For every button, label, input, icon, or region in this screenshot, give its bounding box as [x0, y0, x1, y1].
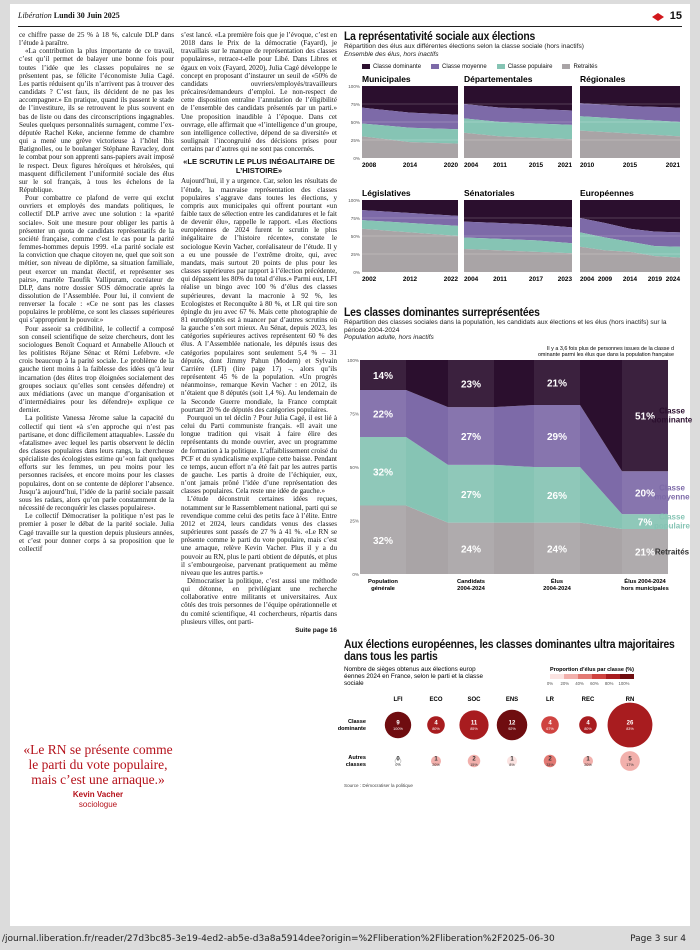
right-class-label: Classe — [659, 406, 685, 416]
y-tick-label: 25% — [349, 518, 359, 524]
scale-swatch — [592, 674, 606, 679]
chart-surrepresentees — [344, 307, 693, 637]
y-tick-label: 0% — [353, 156, 360, 162]
liberation-logo-icon — [652, 13, 664, 21]
col1-paragraph: «La contribution la plus importante de ce travail, c’est qu’il permet de balayer une bonne fois pour toutes l’idée que les classes populaires ne se présentent pas, se félicite l’économiste Julia Cagé. Les partis réduisent qu’ils n’arrivent pas à trouver des candidats ? C’est faux, ils décident de ne pas les accompagner.» En pratique, quand ils passent le stade de l’investiture, ils se retrouvent le plus souvent en bas de liste ou dans des circonscriptions ingagnables. Seules quelques personnalités surnagent, comme l’ex-députée Rachel Keke, ancienne femme de chambre qui a mené une grève victorieuse à l’hôtel Ibis Batignolles, ou le boulanger Stéphane Ravacley, dont le combat pour son apprenti sans-papiers avait imposé le respect. Deux figures héroïques et héroïsées, qui masquent difficilement l’uniformité sociale des élus sur le sol français, à tous les échelons de la République. — [19, 47, 174, 194]
seat-count: 4 — [548, 720, 552, 727]
x-tick-label: 2021 — [665, 162, 680, 170]
seat-percent: 83% — [626, 726, 634, 731]
y-tick-label: 75% — [349, 411, 359, 417]
panel-title: Européennes — [580, 188, 634, 199]
y-tick-label: 25% — [350, 252, 360, 258]
col1-paragraph: Pour combattre ce plafond de verre qui exclut ouvriers et employés des mandats politiques, le collectif DLP arrive avec une solution : la «parité sociale». Soit une mesure pour obliger les partis à présenter un quota de candidats représentatifs de la société française, comme c’est le cas pour la parité femmes-hommes depuis 1999. «La parité sociale est la conviction que chaque citoyen ne, quel que soit son métier, son niveau de diplôme, sa situation familiale, peut exercer un mandat électif, et représenter ses pairs», martèle Taoufik Vallipuram, cocréateur de DLP, dans notre dossier SOS démocratie après la dissolution de l’Assemblée. Pour lui, il convient de renverser la focale : «Ce ne sont pas les classes populaires le problème, ce sont les classes supérieures qui s’approprient le pouvoir.» — [19, 194, 174, 325]
party-label: LFI — [393, 696, 403, 703]
col2b-paragraph: Pourquoi un tel déclin ? Pour Julia Cagé, il est lié à celui du Parti communiste français. «Il avait une longue tradition qui visait à faire élire des représentants du monde ouvrier, avec un programme de formation à la politique. L’affaiblissement croisé du PCF et du syndicalisme explique cette baisse. Pendant ce temps, aucun effort n’a été fait par les autres partis de gauche. Les partis à droite de l’échiquier, eux, n’ont jamais prôné l’idée d’une représentation des classes populaires. Cela reste une idée de gauche.» — [181, 413, 337, 496]
area-retraites — [362, 229, 458, 272]
x-tick-label: 2019 — [647, 276, 663, 284]
seat-count: 2 — [548, 756, 552, 763]
small-multiple-panel — [348, 188, 458, 283]
y-tick-label: 100% — [347, 357, 359, 363]
legend-swatch — [562, 64, 570, 69]
column-label: Élus 2004-2024 — [624, 578, 666, 585]
seat-count: 1 — [434, 756, 438, 763]
seat-count: 4 — [586, 720, 590, 727]
segment-value-label: 32% — [372, 466, 394, 478]
seat-count: 1 — [510, 756, 514, 763]
chart1-subtitle2: Ensemble des élus, hors inactifs — [344, 50, 439, 58]
chart2-title: Les classes dominantes surreprésentées — [344, 307, 540, 320]
x-tick-label: 2015 — [622, 162, 638, 170]
page-header — [18, 10, 682, 27]
chart2-annotation: Il y a 3,6 fois plus de personnes issues de la classe d — [546, 345, 674, 352]
party-label: LR — [546, 696, 554, 703]
small-multiple-panel — [348, 74, 458, 169]
column-label: Élus — [550, 578, 564, 585]
y-tick-label: 0% — [352, 571, 359, 577]
seat-count: 11 — [470, 720, 478, 727]
chart1-legend — [362, 64, 682, 70]
seat-percent: 33% — [546, 762, 554, 767]
segment-value-label: 14% — [372, 370, 394, 382]
segment-value-label: 23% — [460, 379, 482, 391]
y-tick-label: 75% — [350, 102, 360, 108]
right-class-label: Retraités — [654, 547, 690, 557]
article-column-2 — [181, 31, 337, 635]
chart2-subtitle2: Population adulte, hors inactifs — [344, 334, 434, 342]
seat-count: 1 — [586, 756, 590, 763]
x-tick-label: 2011 — [493, 162, 507, 170]
x-tick-label: 2004 — [464, 276, 479, 284]
chart3-source: Source : Démocratiser la politique — [344, 782, 413, 788]
x-tick-label: 2008 — [362, 162, 377, 170]
party-label: SOC — [467, 696, 481, 703]
column-label-2: 2004-2024 — [543, 585, 571, 592]
col2b-paragraph: L’étude déconstruit certaines idées reçues, notamment sur le Rassemblement national, parti qui se revendique comme celui des petits face à l’élite. Entre 2012 et 2024, leurs candidats venus des classes supérieures sont passés de 27 % à 41 %. «Le RN se présente comme le parti du vote populaire, mais c’est une arnaque, relève Kevin Vacher. Plus il y a du pouvoir au RN, plus le parti obtient de députés, et plus il s’embourgeoise, parvenant pratiquement au même niveau que les autres partis.» — [181, 495, 337, 577]
legend-label: Classe populaire — [507, 64, 553, 71]
x-tick-label: 2023 — [557, 276, 572, 284]
legend-swatch — [431, 64, 439, 69]
y-tick-label: 25% — [350, 138, 360, 144]
legend-item — [362, 64, 421, 70]
col2b-paragraph: Démocratiser la politique, c’est aussi une méthode qui détonne, en privilégiant une recherche collaborative entre militants et universitaires. Aux côtés des trois personnes de l’équipe opérationnelle et du comité scientifique, 41 cochercheurs, répartis dans plusieurs villes, ont parti- — [181, 577, 337, 626]
pull-quote-text: «Le RN se présente comme le parti du vote populaire, mais c’est une arnaque.» — [23, 742, 173, 787]
chart1-title: La représentativité sociale aux élections — [344, 31, 536, 43]
seat-percent: 0% — [395, 762, 401, 767]
small-multiple-panel — [464, 188, 572, 283]
segment-value-label: 21% — [634, 547, 656, 559]
seat-percent: 15% — [470, 762, 478, 767]
x-tick-label: 2012 — [402, 276, 418, 284]
x-tick-label: 2014 — [402, 162, 418, 170]
x-tick-label: 2011 — [493, 276, 507, 284]
chart2-annotation-cont: ominante parmi les élus que dans la population française — [537, 351, 674, 358]
page-number: 15 — [669, 10, 682, 22]
segment-value-label: 20% — [634, 488, 656, 500]
x-tick-label: 2009 — [597, 276, 613, 284]
seat-percent: 17% — [626, 762, 634, 767]
row-label-2: classes — [345, 761, 366, 768]
seat-count: 0 — [396, 756, 400, 763]
seat-percent: 80% — [584, 726, 592, 731]
legend-label: Retraités — [573, 64, 598, 71]
x-tick-label: 2004 — [464, 162, 479, 170]
seat-percent: 20% — [432, 762, 440, 767]
chart2-stacked-flow — [344, 342, 693, 632]
y-tick-label: 0% — [353, 270, 360, 276]
chart3-subtitle: Nombre de sièges obtenus aux élections europ — [344, 665, 476, 673]
continued-link[interactable]: Suite page 16 — [295, 626, 337, 634]
y-tick-label: 100% — [348, 198, 360, 204]
scale-title: Proportion d’élus par classe (%) — [549, 666, 635, 673]
y-tick-label: 50% — [349, 464, 359, 470]
newspaper-page — [10, 4, 693, 926]
scale-tick: 20% — [560, 680, 570, 686]
x-tick-label: 2017 — [528, 276, 544, 284]
seat-count: 2 — [472, 756, 476, 763]
segment-value-label: 32% — [372, 535, 394, 547]
segment-value-label: 21% — [546, 378, 568, 390]
panel-title: Départementales — [464, 74, 533, 85]
brand-name: Libération — [18, 11, 52, 20]
small-multiple-panel — [580, 188, 680, 283]
seat-count: 12 — [508, 720, 516, 727]
issue-date: Lundi 30 Juin 2025 — [53, 11, 120, 20]
legend-swatch — [362, 64, 370, 69]
chart1-small-multiples — [344, 72, 682, 300]
chart3-subtitle-2: éennes 2024 en France, selon le parti et la classe — [344, 672, 483, 680]
y-tick-label: 100% — [348, 84, 360, 90]
seat-count: 4 — [434, 720, 438, 727]
col1-paragraph: ce chiffre passe de 25 % à 18 %, calcule DLP dans l’étude à paraître. — [19, 31, 174, 48]
segment-value-label: 24% — [460, 543, 482, 555]
column-label-2: hors municipales — [621, 585, 669, 592]
seat-count: 5 — [628, 756, 632, 763]
right-class-label: Classe — [659, 483, 685, 493]
segment-value-label: 26% — [546, 490, 568, 502]
scale-tick: 60% — [590, 680, 599, 686]
x-tick-label: 2020 — [443, 162, 458, 170]
party-label: REC — [581, 696, 595, 703]
column-label-2: 2004-2024 — [457, 585, 485, 592]
panel-title: Sénatoriales — [464, 188, 515, 199]
seat-percent: 80% — [432, 726, 440, 731]
pull-quote — [22, 742, 174, 809]
chart-representativite — [344, 31, 682, 305]
reader-page-indicator: Page 3 sur 4 — [630, 934, 686, 944]
row-label: Autres — [348, 754, 366, 761]
scale-tick: 80% — [604, 680, 614, 686]
scale-swatch — [578, 674, 592, 679]
panel-title: Législatives — [362, 188, 411, 199]
x-tick-label: 2021 — [557, 162, 572, 170]
scale-swatch — [564, 674, 578, 679]
segment-value-label: 27% — [460, 431, 482, 443]
seat-percent: 8% — [509, 762, 515, 767]
chart-europeennes — [337, 638, 682, 796]
legend-swatch — [497, 64, 505, 69]
seat-percent: 100% — [393, 726, 403, 731]
scale-swatch — [606, 674, 620, 679]
infographics — [337, 31, 693, 796]
seat-count: 26 — [626, 720, 634, 727]
brand-line — [18, 11, 120, 20]
x-tick-label: 2004 — [580, 276, 595, 284]
party-label: RN — [625, 696, 635, 703]
scale-swatch — [620, 674, 634, 679]
right-class-label-2: dominante — [651, 415, 693, 425]
scale-tick: 0% — [546, 680, 554, 686]
segment-value-label: 7% — [637, 517, 653, 529]
segment-value-label: 29% — [546, 431, 568, 443]
seat-count: 9 — [396, 720, 400, 727]
scale-swatch — [550, 674, 564, 679]
article-subhead: «LE SCRUTIN LE PLUS INÉGALITAIRE DE L’HISTOIRE» — [183, 157, 335, 176]
segment-value-label: 27% — [460, 489, 482, 501]
y-tick-label: 50% — [350, 120, 360, 126]
reader-url[interactable]: /journal.liberation.fr/reader/27d3bc85-3e19-4ed2-ab5e-d3a8a5914dee?origin=%2Fliberation%2Fliberation%2F2025-06-30 — [2, 934, 555, 944]
segment-value-label: 51% — [634, 411, 656, 423]
panel-title: Régionales — [580, 74, 626, 85]
segment-value-label: 24% — [546, 543, 568, 555]
scale-tick: 100% — [618, 680, 630, 686]
legend-item — [431, 64, 487, 70]
chart1-subtitle: Répartition des élus aux différentes élections selon la classe sociale (hors inactifs) — [344, 43, 584, 50]
chart2-subtitle: Répartition des classes sociales dans la population, les candidats aux élections et les élus (hors inactifs) sur la période 2004-2024 — [344, 319, 667, 334]
right-class-label: Classe — [659, 512, 685, 522]
panel-title: Municipales — [362, 74, 411, 85]
col1-paragraph: Pour asseoir sa crédibilité, le collectif a composé son conseil scientifique de seize chercheurs, dont les sociologues Benoît Coquard et Annabelle Allouch et les politistes Réjane Sénac et Rémi Lefebvre. «Je crois beaucoup à la parité sociale. Le problème de la gauche tient moins à la faiblesse des idées qu’à leur incarnation (des élites trop éloignées socialement des groupes sociaux qu’elles sont censées défendre) et aux médiations (avec un manque d’organisation et d’intermédiaires pour les défendre)» explique ce dernier. — [19, 324, 174, 415]
chart3-title: Aux élections européennes, les classes dominantes ultra majoritaires dans tous les partis — [344, 638, 675, 663]
y-tick-label: 50% — [350, 234, 360, 240]
seat-percent: 85% — [470, 726, 478, 731]
x-tick-label: 2022 — [443, 276, 458, 284]
right-class-label-2: populaire — [653, 521, 691, 531]
seat-percent: 20% — [584, 762, 592, 767]
legend-label: Classe moyenne — [442, 64, 487, 71]
col2b-paragraph: Aujourd’hui, il y a urgence. Car, selon les résultats de l’étude, la mauvaise représentation des classes populaires s’aggrave dans toutes les élections, y compris aux municipales qui offrent pourtant «un faible taux de sélection entre les candidatures et le fait de devenir élu», rappelle le rapport. «Les élections européennes de 2024 furent le scrutin le plus inégalitaire de l’histoire récente», constate le sociologue Kevin Vacher, coréalisateur de l’étude. Il y a eu une poussée de l’extrême droite, qui, avec mandats, mais surtout 20 points de plus pour les classes supérieures par rapport à l’élection précédente, qui dépassent les 80% du total d’élus.» Parmi eux, LFI réalise un bingo avec 100 % d’élus des classes supérieures, devant la macronie à 92 %, les Ecologistes et Reconquête à 80 %, et LR qui tire son épingle du jeu avec 67 %. Mais cette photographie de 81 eurodéputés est à nuancer par d’autres scrutins où la gauche s’en sort mieux. Au Sénat, depuis 2023, les catégories supérieures actives représentent 60 % des élus. A l’Assemblée nationale, les députés issus des catégories populaires sont seulement 5,4 % – 31 députés, dont Jimmy Pahun (Modem) et Sylvain Carrière (LFI) (lire page 17) –, alors qu’ils représentent 45 % de la population. «Un progrès néanmoins», remarque Kevin Vacher : en 2012, ils n’étaient que 8 députés (soit 1,4 %). Au lendemain de la Seconde Guerre mondiale, la France comptait pourtant 20 % de députés des catégories populaires. — [181, 177, 337, 414]
column-label: Population — [368, 578, 398, 585]
reader-footer — [0, 930, 700, 950]
right-class-label-2: moyenne — [654, 492, 690, 502]
party-label: ECO — [429, 696, 443, 703]
small-multiple-panel — [464, 74, 572, 169]
legend-item — [562, 64, 597, 70]
pull-quote-author: Kevin Vacher — [72, 790, 124, 799]
article-column-1 — [19, 31, 174, 553]
column-label-2: générale — [371, 585, 395, 592]
pull-quote-role: sociologue — [78, 800, 118, 809]
seat-percent: 92% — [508, 726, 516, 731]
small-multiple-panel — [580, 74, 680, 169]
x-tick-label: 2015 — [528, 162, 544, 170]
segment-value-label: 22% — [372, 409, 394, 421]
column-label: Candidats — [456, 578, 486, 585]
row-label: Classe — [347, 718, 366, 725]
chart3-subtitle-3: sociale — [344, 679, 364, 687]
x-tick-label: 2014 — [622, 276, 638, 284]
party-label: ENS — [505, 696, 519, 703]
row-label-2: dominante — [337, 725, 366, 732]
legend-item — [497, 64, 553, 70]
col1-paragraph: Le collectif Démocratiser la politique n’est pas le premier à poser le débat de la parité sociale. Julia Cagé travaille sur la question depuis plusieurs années, et c’est pour donner corps à sa proposition que le collectif — [19, 512, 174, 553]
col1-paragraph: La politiste Vanessa Jérome salue la capacité du collectif qui tient «à s’en approche qui n’est pas partisane, et donc difficilement attaquable». Lassée du «fatalisme» avec lequel les partis observent le déclin des classes populaires dans leurs rangs, la chercheuse spécialiste des écologistes estime qu’«on fait quelques efforts sur les femmes, un peu moins pour les personnes racisées, et encore moins pour les classes populaires, dont on se contente de déplorer l’absence. Jusqu’à aujourd’hui, l’idée de la parité sociale passait sous les radars, alors qu’on parle constamment de la nécessité de reconquérir les classes populaires». — [19, 414, 174, 513]
scale-tick: 40% — [575, 680, 584, 686]
x-tick-label: 2024 — [665, 276, 680, 284]
x-tick-label: 2002 — [362, 276, 377, 284]
y-tick-label: 75% — [350, 216, 360, 222]
col2a-paragraph: s’est lancé. «La première fois que je l’évoque, c’est en 2018 dans le Prix de la démocratie (Fayard), je travaillais sur le manque de représentation des classes populaires», retrace-t-elle pour Libé. Dans Libres et égaux en voix (Fayard, 2020), Julia Cagé développe le concept en proposant d’instaurer un seuil de «50% de candidats ouvriers/employés/travailleurs précaires/demandeurs d’emploi. Le non-respect de cette disposition entraîne l’annulation de l’éligibilité de l’ensemble des candidats présentés par un parti.» Une proposition inaudible à l’époque. Dans cet ouvrage, elle affirmait que «l’intelligence d’un groupe, son intelligence collective, dépend de sa diversité» et soulignait l’incongruité des décisions prises pour certains par d’autres qui ne sont pas concernés. — [181, 31, 337, 154]
chart3-bubbles — [337, 663, 682, 791]
legend-label: Classe dominante — [373, 64, 422, 71]
seat-percent: 67% — [546, 726, 554, 731]
x-tick-label: 2010 — [580, 162, 595, 170]
